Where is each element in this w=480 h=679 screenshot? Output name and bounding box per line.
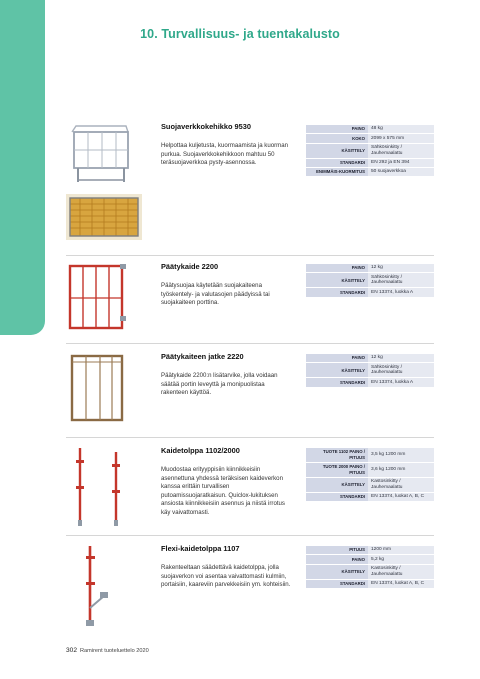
spec-value: 1200 mm <box>368 546 434 554</box>
spec-row <box>306 546 434 554</box>
spec-value: 3,5 kg 1200 mm <box>368 448 434 462</box>
spec-key: KÄSITTELY <box>306 144 368 158</box>
spec-value: 12 kg <box>368 264 434 272</box>
spec-row <box>306 463 434 477</box>
spec-key: PAINO <box>306 125 368 133</box>
product-title: Suojaverkkokehikko 9530 <box>161 122 251 131</box>
spec-key: STANDARDI <box>306 493 368 501</box>
spec-value: Sähkösinkitty / Jauhemaalattu <box>368 273 434 287</box>
product-section <box>66 544 434 634</box>
spec-value: Sähkösinkitty / Jauhemaalattu <box>368 363 434 377</box>
section-divider <box>66 535 434 536</box>
product-description: Päätykaide 2200:n lisätarvike, jolla voidaan säätää portin leveyttä ja monipuolistaa rakenteen käyttöä. <box>161 372 278 397</box>
spec-row <box>306 580 434 588</box>
spec-row <box>306 273 434 287</box>
spec-key: KÄSITTELY <box>306 273 368 287</box>
spec-row <box>306 565 434 579</box>
product-photo-mesh-rack <box>66 122 134 186</box>
product-description: Rakenteeltaan säädettävä kaidetolppa, jolla suojaverkon voi asentaa vaivattomasti kulmiin, portaisiin, kaareviin parvekkeisiin ym. kohteisiin. <box>161 564 291 589</box>
spec-row <box>306 354 434 362</box>
product-section <box>66 352 434 432</box>
spec-row <box>306 288 434 296</box>
spec-value: 50 suojaverkkoa <box>368 168 434 176</box>
spec-row <box>306 168 434 176</box>
product-title: Päätykaide 2200 <box>161 262 219 271</box>
spec-key: KÄSITTELY <box>306 565 368 579</box>
spec-key: KÄSITTELY <box>306 478 368 492</box>
spec-key: PAINO <box>306 555 368 563</box>
product-photo-railing-posts <box>66 446 130 528</box>
product-title: Päätykaiteen jatke 2220 <box>161 352 244 361</box>
spec-row <box>306 144 434 158</box>
spec-row <box>306 448 434 462</box>
spec-key: STANDARDI <box>306 580 368 588</box>
spec-key: STANDARDI <box>306 159 368 167</box>
spec-row <box>306 378 434 386</box>
spec-value: 48 kg <box>368 125 434 133</box>
product-section <box>66 446 434 536</box>
spec-key: KÄSITTELY <box>306 363 368 377</box>
spec-key: TUOTE 1102 PAINO / PITUUS <box>306 448 368 462</box>
spec-table <box>306 263 434 298</box>
product-description: Muodostaa erityyppisiin kiinnikkeisiin asennettuna yhdessä teräksisen kaideverkon kanssa erittäin turvallisen putoamissuojaratkaisun. Quiclox-lukituksen ansiosta kiinnikkeisiin asennus ja niistä irrotus käy vaivattomasti. <box>161 466 285 516</box>
page-title: 10. Turvallisuus- ja tuentakalusto <box>140 27 340 41</box>
product-description: Helpottaa kuljetusta, kuormaamista ja kuorman purkua. Suojaverkkokehikkoon mahtuu 50 teräsuojaverkkoa pysty-asennossa. <box>161 142 289 167</box>
product-title: Kaidetolppa 1102/2000 <box>161 446 240 455</box>
product-section <box>66 122 434 252</box>
spec-table <box>306 124 434 177</box>
product-section <box>66 262 434 338</box>
page-number: 302 <box>66 647 78 654</box>
spec-row <box>306 555 434 563</box>
spec-key: ENIMMÄIS-KUORMITUS <box>306 168 368 176</box>
spec-value: 2099 x 575 mm <box>368 134 434 142</box>
product-photo-mesh-rack-loaded <box>66 194 142 240</box>
spec-value: EN 13374, luokat A, B, C <box>368 580 434 588</box>
spec-key: STANDARDI <box>306 288 368 296</box>
spec-table <box>306 545 434 589</box>
product-title: Flexi-kaidetolppa 1107 <box>161 544 240 553</box>
section-divider <box>66 343 434 344</box>
spec-row <box>306 478 434 492</box>
footer-text: Ramirent tuoteluettelo 2020 <box>80 648 149 654</box>
spec-value: EN 292 ja EN 394 <box>368 159 434 167</box>
product-photo-flexi-post <box>66 544 130 628</box>
spec-value: Kastosinkitty / Jauhemaalattu <box>368 478 434 492</box>
spec-row <box>306 493 434 501</box>
spec-key: PAINO <box>306 264 368 272</box>
spec-value: EN 13374, luokka A <box>368 288 434 296</box>
spec-key: STANDARDI <box>306 378 368 386</box>
product-description: Päätysuojaa käytetään suojakaiteena työskentely- ja valutasojen päädyissä tai suojakaiteen porttina. <box>161 282 270 307</box>
spec-row <box>306 159 434 167</box>
spec-value: 12 kg <box>368 354 434 362</box>
spec-row <box>306 125 434 133</box>
section-divider <box>66 437 434 438</box>
spec-key: PAINO <box>306 354 368 362</box>
section-divider <box>66 255 434 256</box>
spec-value: EN 13374, luokat A, B, C <box>368 493 434 501</box>
chapter-side-tab <box>0 0 45 335</box>
page-footer <box>66 647 149 654</box>
spec-value: Sähkösinkitty / Jauhemaalattu <box>368 144 434 158</box>
spec-row <box>306 134 434 142</box>
product-photo-end-railing <box>66 262 130 334</box>
spec-row <box>306 363 434 377</box>
product-photo-end-railing-extension <box>66 352 130 426</box>
spec-key: TUOTE 2000 PAINO / PITUUS <box>306 463 368 477</box>
spec-value: 5,2 kg <box>368 555 434 563</box>
spec-table <box>306 447 434 502</box>
spec-table <box>306 353 434 388</box>
spec-key: PITUUS <box>306 546 368 554</box>
spec-value: 3,6 kg 1200 mm <box>368 463 434 477</box>
spec-value: EN 13374, luokka A <box>368 378 434 386</box>
spec-key: KOKO <box>306 134 368 142</box>
spec-row <box>306 264 434 272</box>
spec-value: Kastosinkitty / Jauhemaalattu <box>368 565 434 579</box>
